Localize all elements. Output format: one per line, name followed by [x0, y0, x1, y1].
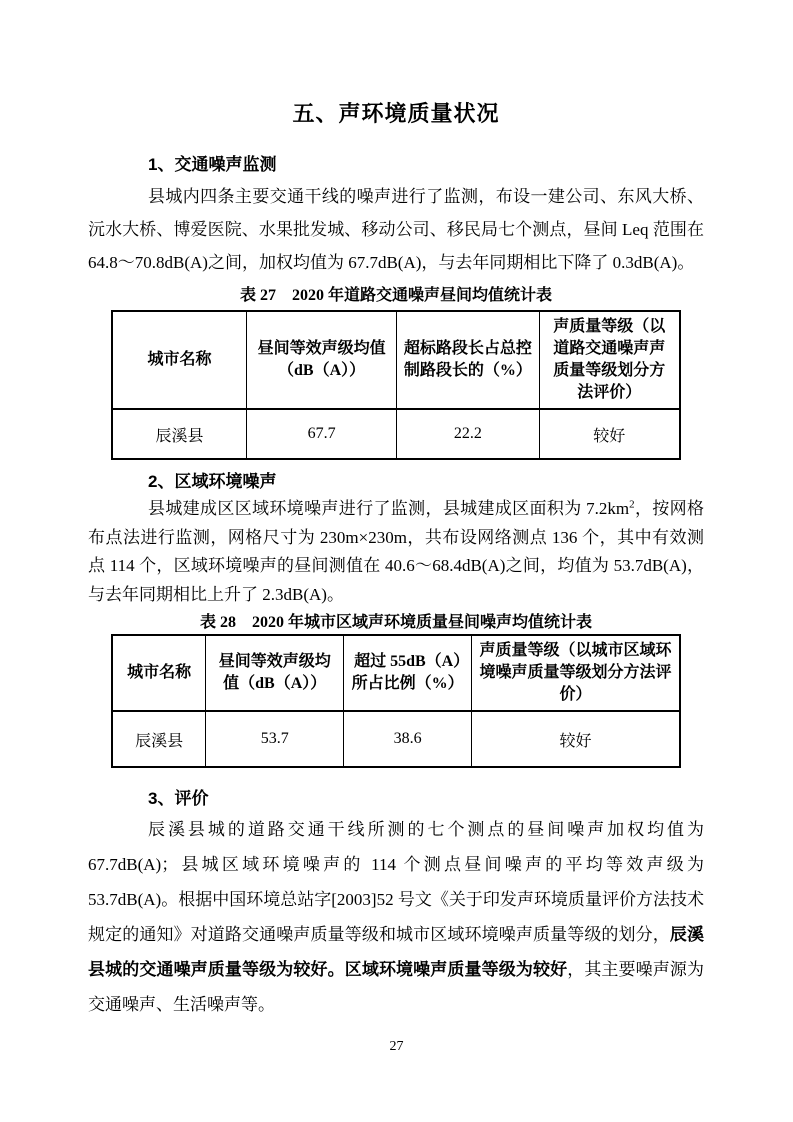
table-27 — [111, 310, 681, 460]
page-title: 五、声环境质量状况 — [292, 101, 500, 126]
table-28-header-row — [112, 635, 680, 711]
page-content — [88, 0, 704, 1022]
table-28-caption: 表 28 2020 年城市区域声环境质量昼间噪声均值统计表 — [199, 614, 592, 631]
table-28-cell-over-55db-percent: 38.6 — [344, 711, 472, 767]
table-27-data-row — [112, 409, 680, 459]
paragraph-text: ，按网格布点法进行监测，网格尺寸为 230m×230m，共布设网络测点 136 个，其中有效测点 114 个，区域环境噪声的昼间测值在 40.6～68.4dB(A)之间，均值为 53.7dB(A)，与去年同期相比上升了 2.3dB(A)。 — [88, 499, 704, 604]
section-3-paragraph — [88, 812, 704, 1022]
section-1-heading: 1、交通噪声监测 — [148, 155, 277, 174]
table-27-cell-exceed-percent: 22.2 — [397, 409, 540, 459]
table-28-header-city-name: 城市名称 — [112, 635, 206, 711]
table-27-header-quality-grade: 声质量等级（以道路交通噪声声质量等级划分方法评价） — [539, 311, 680, 409]
paragraph-text: 辰溪县城的道路交通干线所测的七个测点的昼间噪声加权均值为 67.7dB(A)；县城区域环境噪声的 114 个测点昼间噪声的平均等效声级为 53.7dB(A)。根据中国环境总站字[2003]52 号文《关于印发声环境质量评价方法技术规定的通知》对道路交通噪声质量等级和城市区域环境噪声质量等级的划分， — [88, 820, 704, 944]
section-1-paragraph: 县城内四条主要交通干线的噪声进行了监测，布设一建公司、东风大桥、沅水大桥、博爱医院、水果批发城、移动公司、移民局七个测点，昼间 Leq 范围在 64.8～70.8dB(A)之间，加权均值为 67.7dB(A)，与去年同期相比下降了 0.3dB(A)。 — [88, 187, 704, 272]
table-28-cell-quality-grade: 较好 — [472, 711, 680, 767]
table-28-header-daytime-level: 昼间等效声级均值（dB（A）） — [206, 635, 344, 711]
table-28-data-row — [112, 711, 680, 767]
table-27-header-row — [112, 311, 680, 409]
paragraph-text: ，其主要噪声源为交通噪声、生活噪声等。 — [88, 960, 705, 1014]
section-2-paragraph — [88, 495, 704, 609]
table-27-header-exceed-percent: 超标路段长占总控制路段长的（%） — [397, 311, 540, 409]
page-number: 27 — [389, 1039, 404, 1054]
table-28-header-over-55db-percent: 超过 55dB（A）所占比例（%） — [344, 635, 472, 711]
superscript-2: 2 — [629, 498, 635, 511]
table-27-cell-city-name: 辰溪县 — [112, 409, 247, 459]
paragraph-text: 县城建成区区域环境噪声进行了监测，县城建成区面积为 7.2km — [148, 499, 630, 518]
section-3-heading: 3、评价 — [148, 789, 209, 808]
section-2-heading: 2、区域环境噪声 — [148, 472, 277, 491]
table-28-cell-city-name: 辰溪县 — [112, 711, 206, 767]
table-27-cell-daytime-level: 67.7 — [247, 409, 397, 459]
table-27-header-daytime-level: 昼间等效声级均值（dB（A）） — [247, 311, 397, 409]
table-28-cell-daytime-level: 53.7 — [206, 711, 344, 767]
table-27-cell-quality-grade: 较好 — [539, 409, 680, 459]
table-27-caption: 表 27 2020 年道路交通噪声昼间均值统计表 — [239, 287, 552, 304]
table-28 — [111, 634, 681, 768]
table-27-header-city-name: 城市名称 — [112, 311, 247, 409]
table-28-header-quality-grade: 声质量等级（以城市区域环境噪声质量等级划分方法评价） — [472, 635, 680, 711]
paragraph-bold-conclusion: 辰溪县城的交通噪声质量等级为较好。区域环境噪声质量等级为较好 — [88, 925, 705, 979]
